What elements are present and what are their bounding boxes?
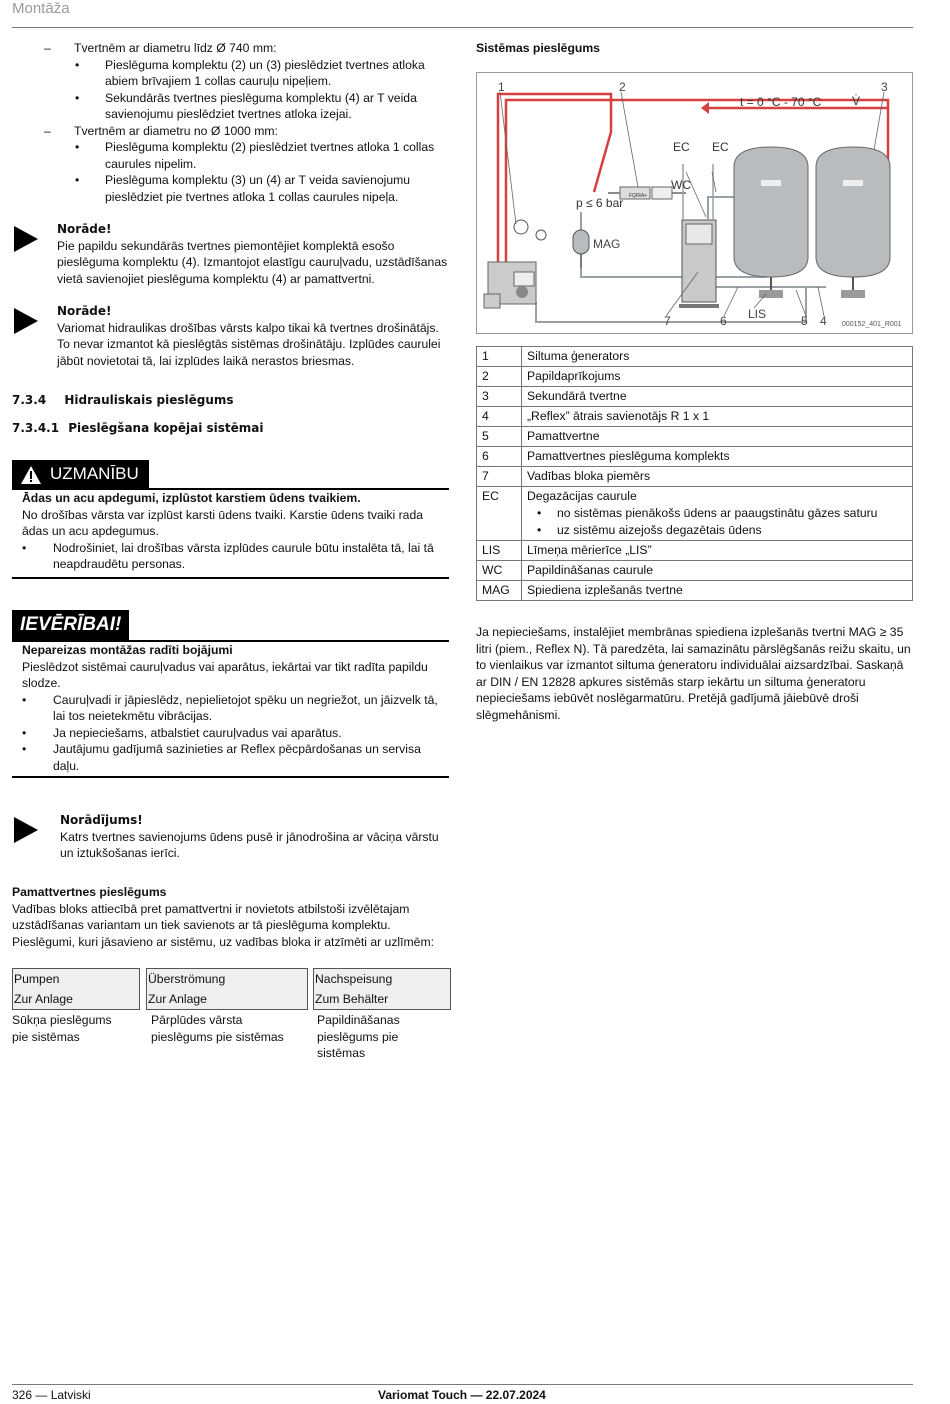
attention-list	[12, 692, 449, 775]
note-block	[57, 303, 452, 369]
list-item: – Tvertnēm ar diametru no Ø 1000 mm:	[12, 123, 452, 140]
note-title: Norāde!	[57, 222, 112, 236]
connection-description: Sūkņa pieslēgums pie sistēmas	[12, 1013, 112, 1044]
legend-value: Līmeņa mērierīce „LIS”	[522, 541, 913, 561]
sticker-line: Überströmung	[148, 972, 226, 986]
section-heading	[12, 392, 234, 409]
legend-key: 7	[477, 467, 522, 487]
legend-key: WC	[477, 561, 522, 581]
section-number: 7.3.4.1	[12, 421, 60, 435]
callout-2: 2	[619, 80, 626, 94]
callout-3: 3	[881, 80, 888, 94]
note-text: Variomat hidraulikas drošības vārsts kalpo tikai kā tvertnes drošinātājs. To nevar izmantot kā pieslēgtās sistēmas drošinātāju. Izplūdes caurulei jābūt novietotai tā, lai izplūdes laikā nerastos briesmas.	[57, 320, 441, 368]
legend-table	[476, 346, 913, 601]
list-item: • Nodrošiniet, lai drošības vārsta izplūdes caurule būtu instalēta tā, lai tā neapdraudētu personas.	[12, 540, 449, 573]
label-sticker	[313, 968, 451, 1010]
temp-label: t = 0 °C - 70 °C	[740, 95, 822, 109]
legend-value-cell	[522, 487, 913, 541]
legend-key: EC	[477, 487, 522, 541]
legend-value: Degazācijas caurule	[527, 489, 637, 503]
footer-page: 326 — Latviski	[12, 1388, 91, 1402]
running-header: Montāža	[12, 0, 70, 17]
warning-title: Ādas un acu apdegumi, izplūstot karstiem ūdens tvaikiem.	[22, 491, 361, 505]
attention-title: Nepareizas montāžas radīti bojājumi	[22, 643, 233, 657]
section-heading	[12, 420, 263, 437]
warning-block	[22, 490, 449, 573]
callout-1: 1	[498, 80, 505, 94]
list-item: • Pieslēguma komplektu (3) un (4) ar T veida savienojumu pieslēdziet pie tvertnes atloka 1 collas caurules nipeļa.	[12, 172, 452, 205]
legend-value: Pamattvertne	[522, 427, 913, 447]
section-title: Hidrauliskais pieslēgums	[64, 393, 234, 407]
note-arrow-icon	[14, 817, 38, 843]
sticker-line: Zur Anlage	[148, 992, 207, 1006]
warning-triangle-icon	[20, 465, 42, 485]
note-block	[57, 221, 449, 287]
intro-list	[12, 40, 452, 205]
lis-label: LIS	[748, 307, 767, 321]
warning-badge-label: UZMANĪBU	[50, 464, 139, 483]
legend-value: Papildaprīkojums	[522, 367, 913, 387]
list-item: • no sistēmas pienākošs ūdens ar paaugstinātu gāzes saturu	[527, 505, 907, 522]
list-item: – Tvertnēm ar diametru līdz Ø 740 mm:	[12, 40, 452, 57]
callout-5: 5	[801, 314, 808, 328]
mag-label: MAG	[593, 237, 621, 251]
footer-rule	[12, 1384, 913, 1385]
flow-label: V̇	[852, 94, 861, 108]
list-item: • Jautājumu gadījumā sazinieties ar Reflex pēcpārdošanas un servisa daļu.	[12, 741, 449, 774]
section-subtitle: Pamattvertnes pieslēgums	[12, 885, 167, 899]
sticker-line: Nachspeisung	[315, 972, 393, 986]
connection-description: Papildināšanas pieslēgums pie sistēmas	[317, 1013, 400, 1060]
legend-key: 4	[477, 407, 522, 427]
legend-value: Vadības bloka piemērs	[522, 467, 913, 487]
table-row	[477, 581, 913, 601]
figure-code: 000152_401_R001	[842, 321, 902, 328]
table-row	[477, 487, 913, 541]
note-text: Katrs tvertnes savienojums ūdens pusē ir jānodrošina ar vāciņa vārstu un iztukšošanas ierīci.	[60, 829, 439, 860]
attention-rule-bottom	[12, 776, 449, 778]
legend-key: LIS	[477, 541, 522, 561]
warning-badge	[12, 460, 149, 488]
table-row	[477, 467, 913, 487]
callout-4: 4	[820, 314, 827, 328]
fqira-label: FQIRA+	[629, 193, 648, 199]
table-row	[477, 387, 913, 407]
ec-label: EC	[673, 140, 690, 154]
base-text: Vadības bloks attiecībā pret pamattvertni ir novietots atbilstoši izvēlētajam uzstādīšanas variantam un tiek savienots ar tā pieslēguma komplektu.	[12, 901, 410, 932]
list-item: • Pieslēguma komplektu (2) pieslēdziet tvertnes atloka 1 collas caurules nipelim.	[12, 139, 452, 172]
table-row	[477, 347, 913, 367]
list-item: • Sekundārās tvertnes pieslēguma komplektu (4) ar T veida savienojumu pieslēdziet tvertnes atloka izejai.	[12, 90, 452, 123]
sticker-line: Pumpen	[14, 972, 60, 986]
legend-key: 6	[477, 447, 522, 467]
base-text: Pieslēgumi, kuri jāsavieno ar sistēmu, uz vadības bloka ir atzīmēti ar uzlīmēm:	[12, 934, 434, 949]
legend-value: Spiediena izplešanās tvertne	[522, 581, 913, 601]
wc-label: WC	[671, 178, 691, 192]
ec-label: EC	[712, 140, 729, 154]
callout-6: 6	[720, 314, 727, 328]
legend-value: Papildināšanas caurule	[522, 561, 913, 581]
footer-doc: Variomat Touch — 22.07.2024	[378, 1388, 546, 1402]
table-row	[477, 447, 913, 467]
pressure-label: p ≤ 6 bar	[576, 196, 624, 210]
list-item: • Pieslēguma komplektu (2) un (3) pieslēdziet tvertnes atloka abiem brīvajiem 1 collas cauruļu nipeļiem.	[12, 57, 452, 90]
attention-block	[22, 642, 449, 774]
sticker-line: Zur Anlage	[14, 992, 73, 1006]
attention-text: Pieslēdzot sistēmai cauruļvadus vai aparātus, iekārtai var tikt radīta papildu slodze.	[22, 659, 428, 690]
attention-badge: IEVĒRĪBAI!	[12, 610, 129, 640]
legend-value: Sekundārā tvertne	[522, 387, 913, 407]
warning-rule-bottom	[12, 577, 449, 579]
header-rule	[12, 27, 913, 28]
legend-key: 2	[477, 367, 522, 387]
table-row	[477, 367, 913, 387]
note-arrow-icon	[14, 226, 38, 252]
note-text: Pie papildu sekundārās tvertnes piemontējiet komplektā esošo pieslēguma komplektu (4). Izmantojot elastīgu cauruļvadu, uzstādīšanas vietā savienojiet pieslēguma komplektu (4) ar pamattvertni.	[57, 238, 448, 286]
legend-sublist	[527, 505, 907, 539]
label-sticker	[12, 968, 140, 1010]
list-item: • uz sistēmu aizejošs degazētais ūdens	[527, 522, 907, 539]
connection-description: Pārplūdes vārsta pieslēgums pie sistēmas	[151, 1013, 284, 1044]
system-connection-diagram	[476, 72, 913, 334]
base-connection-section	[12, 884, 452, 950]
table-row	[477, 561, 913, 581]
sticker-line: Zum Behälter	[315, 992, 389, 1006]
label-sticker	[146, 968, 308, 1010]
legend-value: „Reflex” ātrais savienotājs R 1 x 1	[522, 407, 913, 427]
legend-key: 3	[477, 387, 522, 407]
note-title: Norādījums!	[60, 813, 143, 827]
callout-7: 7	[664, 314, 671, 328]
warning-text: No drošības vārsta var izplūst karsti ūdens tvaiki. Karstie ūdens tvaiki rada ādas un acu apdegumus.	[22, 507, 424, 538]
legend-key: 5	[477, 427, 522, 447]
list-item: • Cauruļvadi ir jāpieslēdz, nepielietojot spēku un negriežot, un jāizvelk tā, lai tos neietekmētu vibrācijas.	[12, 692, 449, 725]
legend-value: Pamattvertnes pieslēguma komplekts	[522, 447, 913, 467]
legend-key: 1	[477, 347, 522, 367]
note-arrow-icon	[14, 308, 38, 334]
mag-paragraph: Ja nepieciešams, instalējiet membrānas spiediena izplešanās tvertni MAG ≥ 35 litri (piem., Reflex N). Tā paredzēta, lai samazinātu pārslēgšanās reižu skaitu, un to vienlaikus var izmantot siltuma ģeneratoru individuālai aizsardzībai. Saskaņā ar DIN / EN 12828 apkures sistēmās starp iekārtu un siltuma ģeneratoru nepieciešams iebūvēt noslēgarmatūru. Pretējā gadījumā jāiebūvē droši slēgmehānismi.	[476, 625, 911, 722]
figure-title: Sistēmas pieslēgums	[476, 41, 600, 55]
note-block	[60, 812, 452, 862]
section-title: Pieslēgšana kopējai sistēmai	[68, 421, 264, 435]
table-row	[477, 407, 913, 427]
legend-value: Siltuma ģenerators	[522, 347, 913, 367]
warning-list	[12, 540, 449, 573]
legend-key: MAG	[477, 581, 522, 601]
note-title: Norāde!	[57, 304, 112, 318]
section-number: 7.3.4	[12, 393, 47, 407]
list-item: • Ja nepieciešams, atbalstiet cauruļvadus vai aparātus.	[12, 725, 449, 742]
table-row	[477, 541, 913, 561]
table-row	[477, 427, 913, 447]
